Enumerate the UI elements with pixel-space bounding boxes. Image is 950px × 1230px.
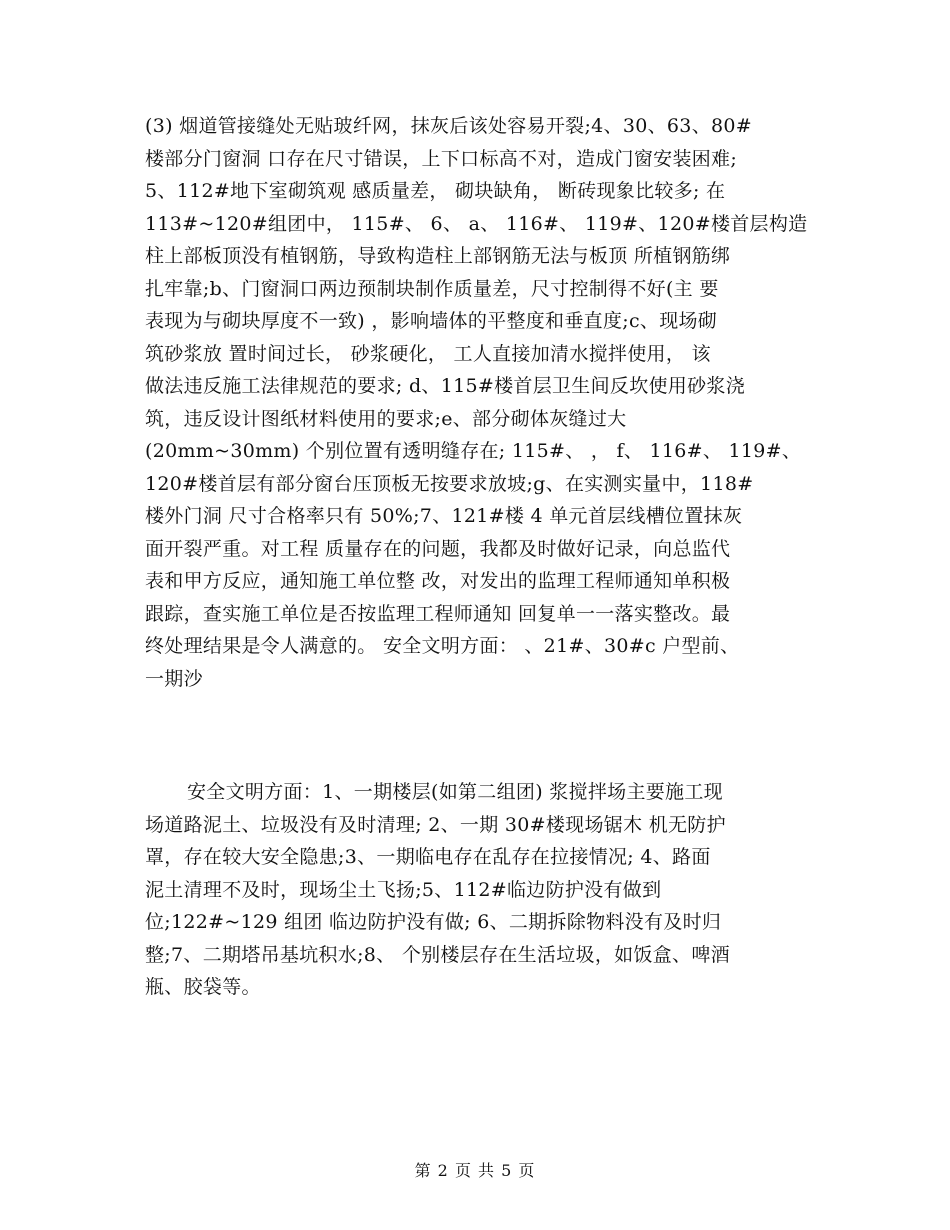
text-line: 罩，存在较大安全隐患;3、一期临电存在乱存在拉接情况; 4、路面 <box>145 846 711 868</box>
body-paragraph-safety <box>145 776 810 1004</box>
text-line: 位;122#~129 组团 临边防护没有做; 6、二期拆除物料没有及时归 <box>145 911 722 933</box>
text-line: 整;7、二期塔吊基坑积水;8、 个别楼层存在生活垃圾，如饭盒、啤酒 <box>145 943 730 966</box>
text-line: 做法违反施工法律规范的要求; d、115#楼首层卫生间反坎使用砂浆浇 <box>145 375 745 397</box>
text-line: 筑，违反设计图纸材料使用的要求;e、部分砌体灰缝过大 <box>145 407 627 430</box>
text-line: 跟踪，查实施工单位是否按监理工程师通知 回复单一一落实整改。最 <box>145 602 731 625</box>
text-line: (3) 烟道管接缝处无贴玻纤网，抹灰后该处容易开裂;4、30、63、80# <box>145 115 752 137</box>
text-line: 扎牢靠;b、门窗洞口两边预制块制作质量差，尺寸控制得不好(主 要 <box>145 277 719 300</box>
text-line: 表和甲方反应，通知施工单位整 改，对发出的监理工程师通知单积极 <box>145 570 731 592</box>
text-line: 5、112#地下室砌筑观 感质量差， 砌块缺角， 断砖现象比较多; 在 <box>145 180 726 202</box>
text-line: 面开裂严重。对工程 质量存在的问题，我都及时做好记录，向总监代 <box>145 537 731 560</box>
text-line: 一期沙 <box>145 667 203 690</box>
text-line: 113#~120#组团中， 115#、 6、 a、 116#、 119#、120#楼首层构造 <box>145 212 808 235</box>
text-line: 泥土清理不及时，现场尘土飞扬;5、112#临边防护没有做到 <box>145 878 662 901</box>
text-line: 终处理结果是令人满意的。 安全文明方面： 、21#、30#c 户型前、 <box>145 635 740 657</box>
text-line: 瓶、胶袋等。 <box>145 976 261 998</box>
text-line: (20mm~30mm) 个别位置有透明缝存在; 115#、 ， f、 116#、 119#、 <box>145 440 802 462</box>
text-line: 表现为与砌块厚度不一致) ，影响墙体的平整度和垂直度;c、现场砌 <box>145 310 718 332</box>
text-line: 楼部分门窗洞 口存在尺寸错误，上下口标高不对，造成门窗安装困难; <box>145 147 738 170</box>
text-line: 楼外门洞 尺寸合格率只有 50%;7、121#楼 4 单元首层线槽位置抹灰 <box>145 505 743 527</box>
text-line: 筑砂浆放 置时间过长， 砂浆硬化， 工人直接加清水搅拌使用， 该 <box>145 342 711 365</box>
text-line: 场道路泥土、垃圾没有及时清理; 2、一期 30#楼现场锯木 机无防护 <box>145 813 726 836</box>
text-line: 120#楼首层有部分窗台压顶板无按要求放坡;g、在实测实量中，118# <box>145 472 754 495</box>
page-number-footer: 第 2 页 共 5 页 <box>414 1161 536 1180</box>
text-line: 安全文明方面：1、一期楼层(如第二组团) 浆搅拌场主要施工现 <box>187 781 723 803</box>
body-paragraph-quality <box>145 110 810 695</box>
text-line: 柱上部板顶没有植钢筋，导致构造柱上部钢筋无法与板顶 所植钢筋绑 <box>145 245 731 267</box>
